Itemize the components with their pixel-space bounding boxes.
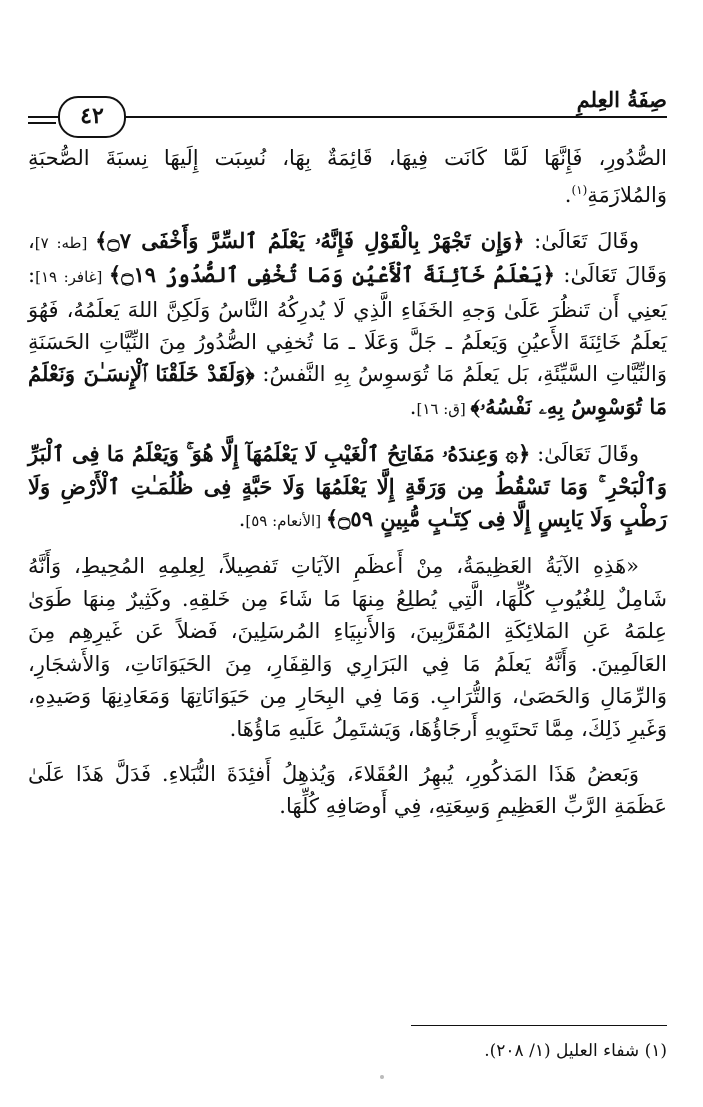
page-header bbox=[28, 88, 667, 132]
footnote-marker: (١) bbox=[571, 183, 588, 198]
footnote: (١) شفاء العليل (١/ ٢٠٨). bbox=[484, 1041, 667, 1061]
page-mark bbox=[380, 1075, 384, 1079]
text-run: الصُّدُورِ، فَإِنَّهَا لَمَّا كَانَت فِيهَا، قَائِمَةٌ بِهَا، نُسِبَت إِلَيهَا نِسبَةَ الصُّحبَةِ وَالمُلازَمَةِ bbox=[28, 146, 667, 208]
paragraph bbox=[28, 225, 667, 425]
paragraph bbox=[28, 758, 667, 823]
verse-reference: [طه: ٧] bbox=[34, 233, 96, 252]
text-run: . bbox=[564, 183, 572, 208]
text-run: ، وَقَالَ تَعَالَىٰ: bbox=[28, 228, 667, 288]
paragraph bbox=[28, 550, 667, 744]
text-run: . bbox=[238, 507, 246, 532]
text-run: وَبَعضُ هَذَا المَذكُورِ، يُبهِرُ العُقَلاءَ، وَيُذهِلُ أَفئِدَةَ النُّبَلاءِ. فَدَلَّ هَذَا عَلَىٰ عَظَمَةِ الرَّبِّ العَظِيمِ وَسِعَتِهِ، فِي أَوصَافِهِ كُلِّهَا. bbox=[28, 761, 667, 819]
quran-verse: ﴿۞ وَعِندَهُۥ مَفَاتِحُ ٱلْغَيْبِ لَا يَعْلَمُهَآ إِلَّا هُوَ ۚ وَيَعْلَمُ مَا فِى ٱلْبَرِّ وَٱلْبَحْرِ ۚ وَمَا تَسْقُطُ مِن وَرَقَةٍ إِلَّا يَعْلَمُهَا وَلَا حَبَّةٍ فِى ظُلُمَـٰتِ ٱلْأَرْضِ وَلَا رَطْبٍ وَلَا يَابِسٍ إِلَّا فِى كِتَـٰبٍ مُّبِينٍ ۝٥٩﴾ bbox=[28, 441, 667, 532]
running-title: صِفَةُ العِلمِ bbox=[576, 87, 667, 112]
quran-verse: ﴿وَلَقَدْ خَلَقْنَا ٱلْإِنسَـٰنَ وَنَعْلَمُ مَا تُوَسْوِسُ بِهِۦ نَفْسُهُۥ﴾ bbox=[28, 361, 667, 419]
footnote-rule bbox=[411, 1025, 667, 1026]
text-run: . bbox=[409, 394, 417, 419]
body-text bbox=[28, 142, 667, 836]
quran-verse: ﴿وَإِن تَجْهَرْ بِالْقَوْلِ فَإِنَّهُۥ يَعْلَمُ ٱلسِّرَّ وَأَخْفَى ۝٧﴾ bbox=[95, 227, 525, 253]
page-number: ٤٢ bbox=[58, 96, 126, 138]
verse-reference: [ق: ١٦] bbox=[416, 399, 471, 418]
text-run: «هَذِهِ الآيَةُ العَظِيمَةُ، مِنْ أَعظَمِ الآيَاتِ تَفصِيلاً، لِعِلمِهِ المُحِيطِ، وَأَنَّهُ شَامِلٌ لِلغُيُوبِ كُلِّهَا، الَّتِي يُطلِعُ مِنهَا مَا شَاءَ مِن خَلقِهِ. وكَثِيرٌ مِنهَا طَوَىٰ عِلمَهُ عَنِ المَلائِكَةِ المُقَرَّبِينَ، وَالأَنبِيَاءِ المُرسَلِينَ، فَضلاً عَن غَيرِهِم مِنَ العَالَمِينَ. وَأَنَّهُ يَعلَمُ مَا فِي البَرَارِي وَالقِفَارِ، مِنَ الحَيَوَانَاتِ، وَالأَشجَارِ، وَالرِّمَالِ وَالحَصَىٰ، وَالتُّرَابِ. وَمَا فِي البِحَارِ مِن حَيَوَانَاتِهَا وَمَعَادِنِهَا وَصَيدِهِ، وَغَيرِ ذَلِكَ، مِمَّا تَحتَوِيهِ أَرجَاؤُهَا، وَيَشتَمِلُ عَلَيهِ مَاؤُهَا. bbox=[28, 554, 667, 741]
paragraph bbox=[28, 142, 667, 212]
header-rule-double bbox=[28, 122, 56, 124]
text-run: وقَالَ تَعَالَىٰ: bbox=[524, 228, 639, 253]
verse-reference: [الأنعام: ٥٩] bbox=[245, 512, 326, 531]
verse-reference: [غافر: ١٩] bbox=[35, 268, 109, 287]
text-run: : يَعنِي أَن تَنظُرَ عَلَىٰ وَجهِ الخَفَاءِ الَّذِي لَا يُدرِكُهُ النَّاسُ وَلَكِنَّ اللهَ يَعلَمُهُ، فَهُوَ يَعلَمُ خَائِنَةَ الأَعيُنِ وَيَعلَمُ ـ جَلَّ وَعَلَا ـ مَا تُخفِي الصُّدُورُ مِنَ النِّيَّاتِ الحَسَنَةِ وَالنِّيَّاتِ السَّيِّئَةِ، بَل يَعلَمُ مَا تُوَسوِسُ بِهِ النَّفسُ: bbox=[28, 263, 667, 387]
text-run: وقَالَ تَعَالَىٰ: bbox=[530, 442, 639, 467]
paragraph bbox=[28, 438, 667, 537]
quran-verse: ﴿يَعْلَمُ خَآئِنَةَ ٱلْأَعْيُنِ وَمَا تُخْفِى ٱلصُّدُورُ ۝١٩﴾ bbox=[108, 262, 555, 288]
